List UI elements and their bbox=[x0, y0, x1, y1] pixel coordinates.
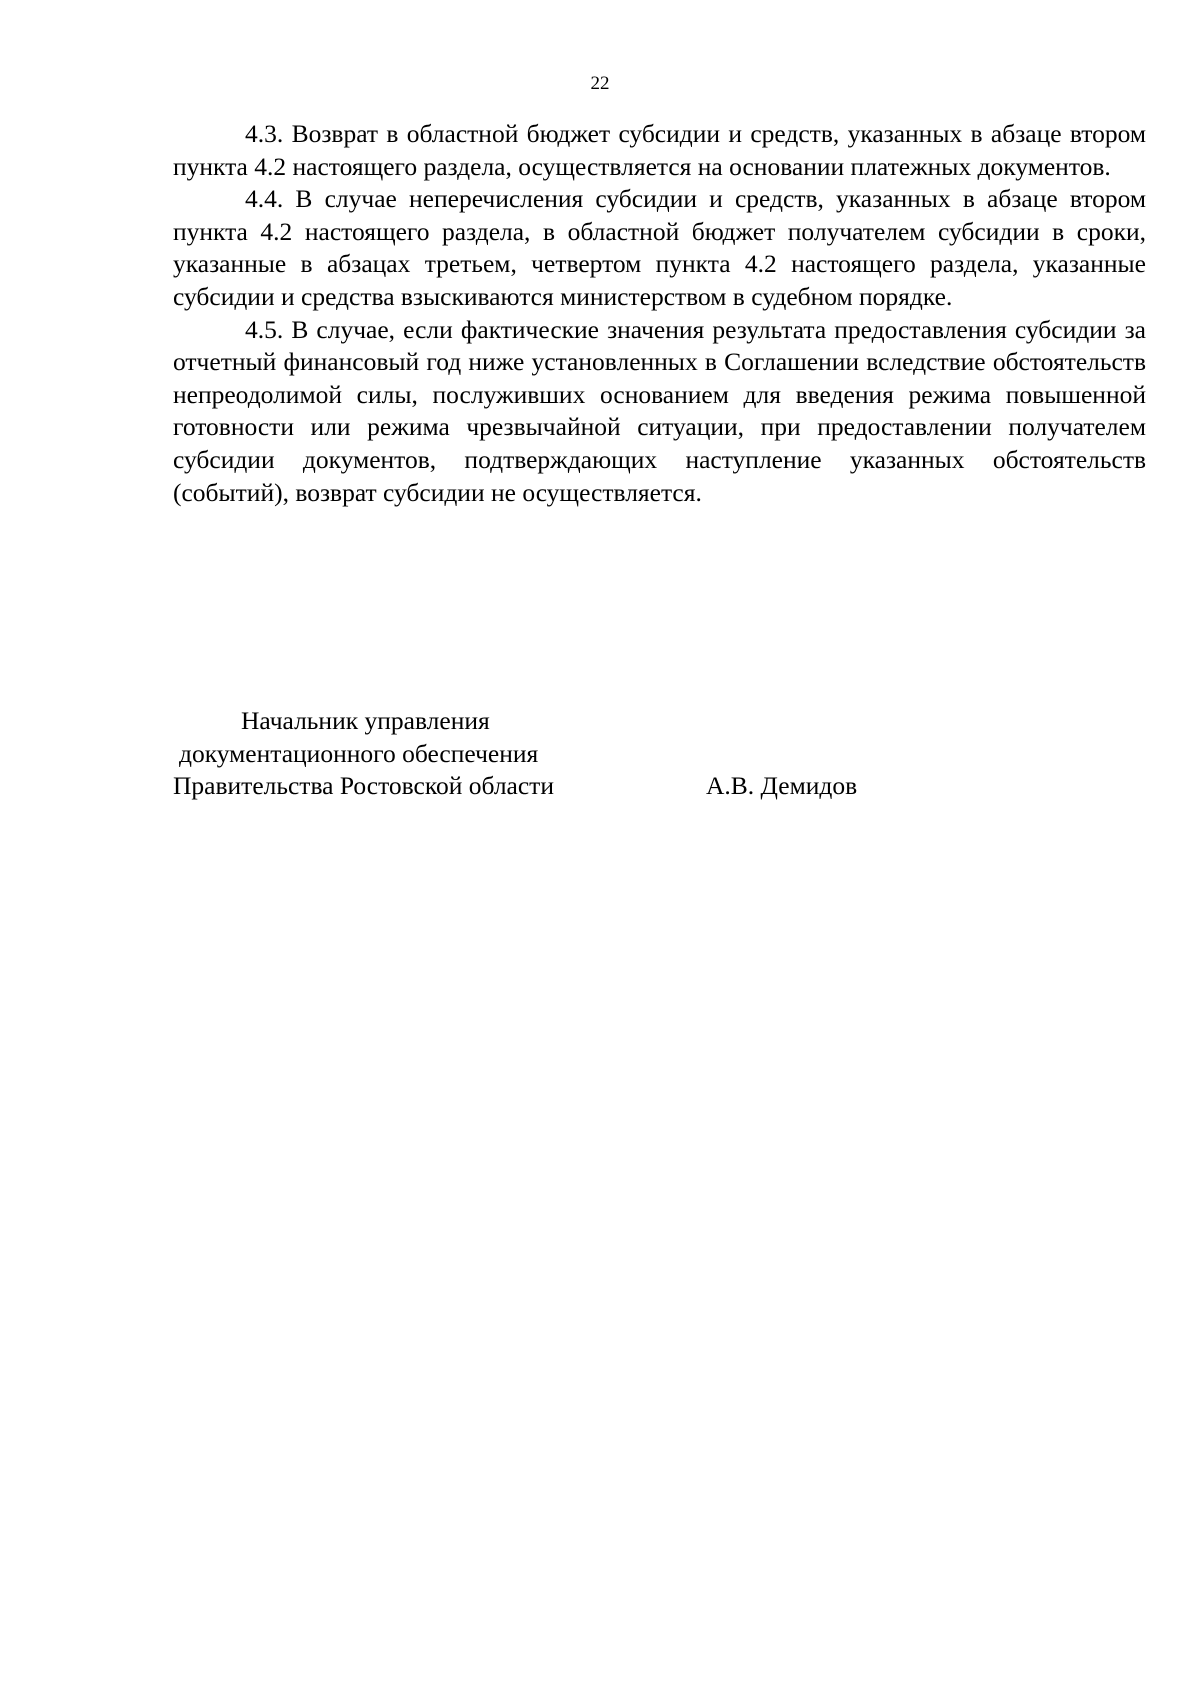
signatory-name: А.В. Демидов bbox=[706, 771, 858, 800]
paragraph-4-5: 4.5. В случае, если фактические значения результата предоставления субсидии за отчетный финансовый год ниже установленных в Соглашении вследствие обстоятельств непреодолимой силы, послуживших основанием для введения режима повышенной готовности или режима чрезвычайной ситуации, при предоставлении получателем субсидии документов, подтверждающих наступление указанных обстоятельств (событий), возврат субсидии не осуществляется. bbox=[173, 314, 1146, 507]
signatory-position-line-3: Правительства Ростовской области bbox=[173, 771, 554, 801]
paragraph-4-4: 4.4. В случае неперечисления субсидии и средств, указанных в абзаце втором пункта 4.2 настоящего раздела, в областной бюджет получателем субсидии в сроки, указанные в абзацах третьем, четвертом пункта 4.2 настоящего раздела, указанные субсидии и средства взыскиваются министерством в судебном порядке. bbox=[173, 184, 1146, 311]
signatory-position-line-2: документационного обеспечения bbox=[179, 738, 539, 768]
document-body bbox=[173, 118, 1146, 509]
page-number: 22 bbox=[590, 73, 610, 94]
paragraph-4-3: 4.3. Возврат в областной бюджет субсидии и средств, указанных в абзаце втором пункта 4.2 настоящего раздела, осуществляется на основании платежных документов. bbox=[173, 119, 1146, 181]
signatory-position-line-1: Начальник управления bbox=[241, 706, 490, 735]
signature-block bbox=[173, 705, 933, 803]
